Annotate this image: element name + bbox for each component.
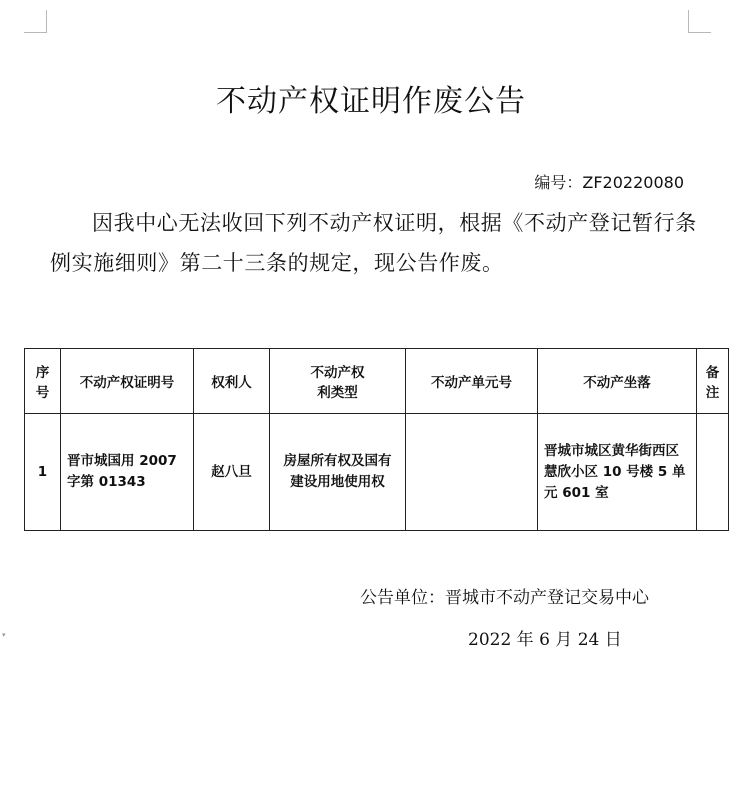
header-remark: 备注 (697, 349, 729, 414)
certificate-table (24, 348, 729, 531)
table-header-row (25, 349, 729, 414)
cell-cert-no: 晋市城国用 2007 字第 01343 (61, 414, 194, 531)
crop-mark-top-left (24, 10, 47, 33)
document-number: 编号：ZF20220080 (534, 173, 684, 192)
cell-right-type: 房屋所有权及国有建设用地使用权 (270, 414, 406, 531)
cell-seq: 1 (25, 414, 61, 531)
issuer-line: 公告单位：晋城市不动产登记交易中心 (360, 588, 649, 608)
cell-remark (697, 414, 729, 531)
header-location: 不动产坐落 (538, 349, 697, 414)
header-right-type: 不动产权利类型 (270, 349, 406, 414)
notice-body: 因我中心无法收回下列不动产权证明，根据《不动产登记暂行条例实施细则》第二十三条的规定，现公告作废。 (50, 211, 697, 275)
cell-holder: 赵八旦 (194, 414, 270, 531)
cell-location: 晋城市城区黄华街西区慧欣小区 10 号楼 5 单元 601 室 (538, 414, 697, 531)
issue-date: 2022 年 6 月 24 日 (468, 630, 622, 650)
header-cert-no: 不动产权证明号 (61, 349, 194, 414)
header-seq: 序号 (25, 349, 61, 414)
cell-unit-no (406, 414, 538, 531)
header-holder: 权利人 (194, 349, 270, 414)
table-row (25, 414, 729, 531)
crop-mark-top-right (688, 10, 711, 33)
notice-title: 不动产权证明作废公告 (216, 84, 526, 119)
corner-marker-icon: ▾ (2, 631, 6, 639)
header-unit-no: 不动产单元号 (406, 349, 538, 414)
